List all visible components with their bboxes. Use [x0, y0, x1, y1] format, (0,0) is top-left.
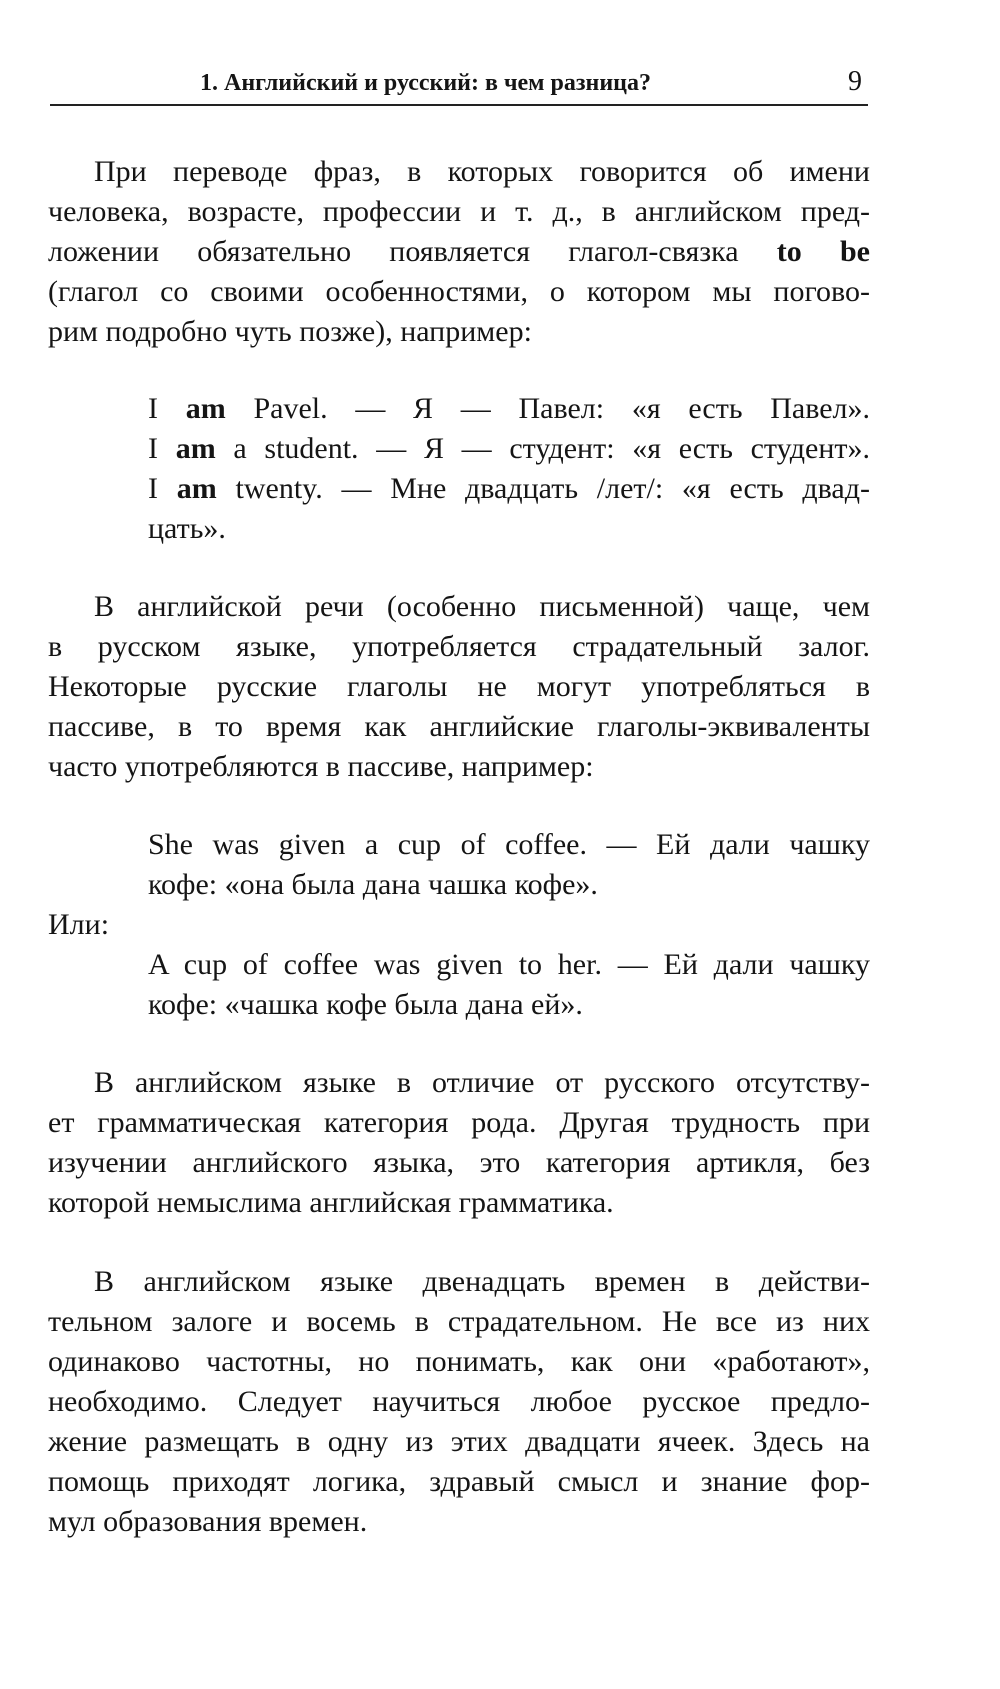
text-run: кофе: «чашка кофе была дана ей». — [148, 988, 583, 1021]
text-run: кофе: «она была дана чашка кофе». — [148, 868, 598, 901]
text-line — [148, 825, 870, 865]
text-line — [48, 1183, 870, 1223]
text-line — [48, 905, 870, 945]
running-header — [50, 66, 868, 106]
text-line — [48, 1063, 870, 1103]
example-passive-2 — [148, 945, 870, 1025]
text-run: человека, возрасте, профессии и т. д., в английском пред- — [48, 195, 870, 228]
text-line — [48, 192, 870, 232]
text-run: мул образования времен. — [48, 1505, 368, 1538]
text-run: A cup of coffee was given to her. — Ей дали чашку — [148, 948, 870, 981]
text-line — [48, 272, 870, 312]
example-passive-1 — [148, 825, 870, 905]
example-to-be — [148, 389, 870, 549]
text-run: I — [148, 392, 186, 425]
text-line — [48, 312, 870, 352]
text-line — [48, 152, 870, 192]
text-line — [48, 587, 870, 627]
text-run: которой немыслима английская грамматика. — [48, 1186, 614, 1219]
text-line — [48, 667, 870, 707]
text-line — [48, 1462, 870, 1502]
text-line — [48, 1262, 870, 1302]
text-run: изучении английского языка, это категория артикля, без — [48, 1146, 870, 1179]
text-line — [48, 1342, 870, 1382]
text-line — [48, 232, 870, 272]
text-line — [148, 469, 870, 509]
text-run: I — [148, 472, 177, 505]
text-line — [148, 389, 870, 429]
text-run: одинаково частотны, но понимать, как они «работают», — [48, 1345, 870, 1378]
chapter-title: 1. Английский и русский: в чем разница? — [200, 70, 651, 96]
text-line — [48, 1502, 870, 1542]
text-line — [48, 627, 870, 667]
text-run: В английской речи (особенно письменной) чаще, чем — [94, 590, 870, 623]
text-line — [48, 1382, 870, 1422]
text-run: В английском языке двенадцать времен в действи- — [94, 1265, 870, 1298]
bold-term: am — [185, 392, 226, 425]
or-label — [48, 905, 870, 945]
bold-term: to be — [776, 235, 870, 268]
page-number: 9 — [848, 66, 862, 97]
text-line — [48, 707, 870, 747]
text-run: Некоторые русские глаголы не могут употребляться в — [48, 670, 870, 703]
text-run: в русском языке, употребляется страдательный залог. — [48, 630, 870, 663]
bold-term: am — [176, 472, 217, 505]
text-run: жение размещать в одну из этих двадцати ячеек. Здесь на — [48, 1425, 870, 1458]
paragraph-tenses — [48, 1262, 870, 1542]
paragraph-copula — [48, 152, 870, 352]
text-run: цать». — [148, 512, 226, 545]
text-run: необходимо. Следует научиться любое русское предло- — [48, 1385, 870, 1418]
text-run: She was given a cup of coffee. — Ей дали чашку — [148, 828, 870, 861]
text-run: пассиве, в то время как английские глаголы-эквиваленты — [48, 710, 870, 743]
text-run: тельном залоге и восемь в страдательном. Не все из них — [48, 1305, 870, 1338]
text-line — [48, 1103, 870, 1143]
text-run: ет грамматическая категория рода. Другая трудность при — [48, 1106, 870, 1139]
text-run: При переводе фраз, в которых говорится об имени — [94, 155, 870, 188]
paragraph-passive — [48, 587, 870, 787]
text-line — [48, 1302, 870, 1342]
bold-term: am — [175, 432, 216, 465]
text-line — [148, 985, 870, 1025]
text-run: В английском языке в отличие от русского отсутству- — [94, 1066, 870, 1099]
text-run: Или: — [48, 908, 110, 941]
text-run: ложении обязательно появляется глагол-связка — [48, 235, 777, 268]
text-run: рим подробно чуть позже), например: — [48, 315, 532, 348]
text-run: I — [148, 432, 176, 465]
text-line — [48, 1422, 870, 1462]
text-line — [148, 945, 870, 985]
text-line — [48, 1143, 870, 1183]
text-run: помощь приходят логика, здравый смысл и знание фор- — [48, 1465, 870, 1498]
text-line — [148, 865, 870, 905]
paragraph-gender-articles — [48, 1063, 870, 1223]
text-run: Pavel. — Я — Павел: «я есть Павел». — [225, 392, 870, 425]
text-line — [48, 747, 870, 787]
text-run: часто употребляются в пассиве, например: — [48, 750, 594, 783]
text-run: twenty. — Мне двадцать /лет/: «я есть двад- — [216, 472, 870, 505]
text-run: (глагол со своими особенностями, о котором мы погово- — [48, 275, 870, 308]
text-line — [148, 509, 870, 549]
text-line — [148, 429, 870, 469]
text-run: a student. — Я — студент: «я есть студент». — [215, 432, 870, 465]
